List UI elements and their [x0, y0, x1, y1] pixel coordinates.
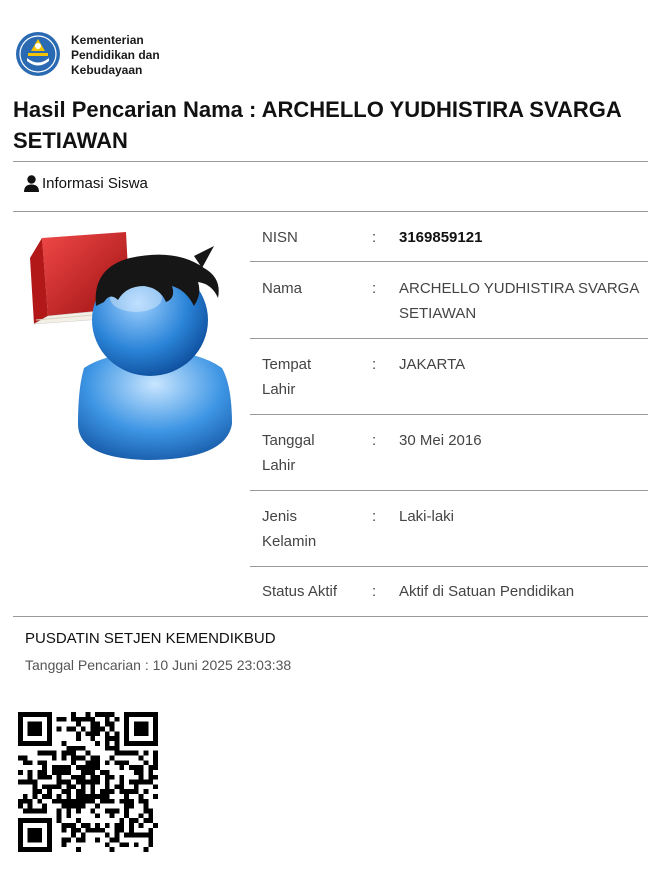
row-separator: : [372, 280, 377, 297]
divider [13, 616, 648, 617]
user-icon [24, 175, 39, 192]
row-nisn [250, 225, 648, 255]
row-nama [250, 276, 648, 326]
row-separator: : [372, 432, 377, 449]
org-line-2: Pendidikan dan [71, 48, 160, 62]
qr-code [18, 712, 158, 852]
row-value: 3169859121 [399, 229, 483, 246]
row-divider [250, 338, 648, 339]
org-line-3: Kebudayaan [71, 63, 143, 77]
divider [13, 211, 648, 212]
divider [13, 161, 648, 162]
row-tempat-lahir [250, 352, 648, 402]
row-value: 30 Mei 2016 [399, 432, 482, 449]
row-tanggal-lahir [250, 428, 648, 478]
row-separator: : [372, 356, 377, 373]
row-divider [250, 490, 648, 491]
row-label: Jenis Kelamin [262, 508, 317, 550]
row-value: ARCHELLO YUDHISTIRA SVARGA SETIAWAN [399, 280, 639, 322]
row-value: Laki-laki [399, 508, 455, 525]
footer-org: PUSDATIN SETJEN KEMENDIKBUD [25, 630, 276, 647]
student-avatar [26, 228, 238, 464]
row-label: Tempat Lahir [262, 356, 312, 398]
row-jenis-kelamin [250, 504, 648, 554]
row-divider [250, 261, 648, 262]
row-label: Nama [262, 280, 303, 297]
row-label: NISN [262, 229, 298, 246]
row-label: Status Aktif [262, 583, 338, 600]
row-divider [250, 414, 648, 415]
section-heading-label: Informasi Siswa [42, 175, 148, 192]
org-name [71, 33, 160, 78]
row-separator: : [372, 229, 377, 246]
row-divider [250, 566, 648, 567]
row-value: Aktif di Satuan Pendidikan [399, 583, 575, 600]
row-label: Tanggal Lahir [262, 432, 315, 474]
page-title: Hasil Pencarian Nama : ARCHELLO YUDHISTIRA SVARGA SETIAWAN [13, 97, 621, 153]
row-separator: : [372, 583, 377, 600]
row-status-aktif [250, 579, 648, 609]
search-timestamp: Tanggal Pencarian : 10 Juni 2025 23:03:38 [25, 657, 292, 673]
row-value: JAKARTA [399, 356, 466, 373]
org-line-1: Kementerian [71, 33, 144, 47]
row-separator: : [372, 508, 377, 525]
section-heading [24, 175, 148, 192]
kemendikbud-logo [15, 31, 61, 77]
